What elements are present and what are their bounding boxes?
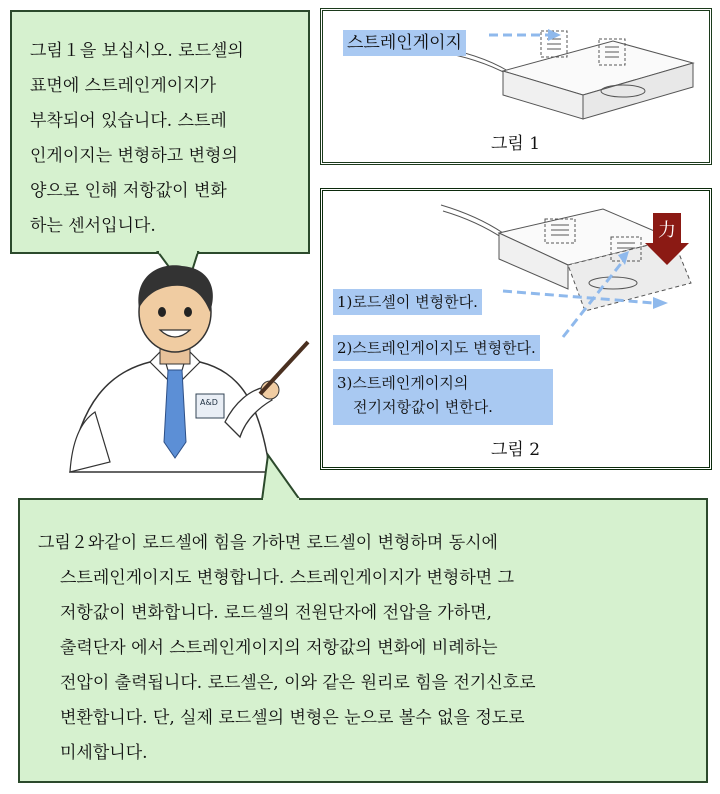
figure-2-label: 그림 2 — [491, 440, 541, 460]
step-3-line-2: 전기저항값이 변한다. — [353, 398, 493, 416]
strain-gauge-callout: 스트레인게이지 — [343, 30, 466, 56]
force-glyph: 力 — [658, 220, 676, 241]
speech-line: 부착되어 있습니다. 스트레 — [30, 111, 227, 131]
speech-line: 그림１을 보십시오. 로드셀의 — [30, 41, 244, 61]
speech-line: 양으로 인해 저항값이 변화 — [30, 181, 227, 201]
step-2-caption: 2)스트레인게이지도 변형한다. — [333, 335, 540, 361]
presenter-badge: A&D — [200, 398, 218, 407]
explanation-line: 미세합니다. — [60, 743, 148, 763]
explanation-line: 스트레인게이지도 변형합니다. 스트레인게이지가 변형하면 그 — [60, 568, 514, 588]
speech-line: 표면에 스트레인게이지가 — [30, 76, 217, 96]
speech-line: 인게이지는 변형하고 변형의 — [30, 146, 238, 166]
explanation-line: 그림２와같이 로드셀에 힘을 가하면 로드셀이 변형하며 동시에 — [38, 533, 498, 553]
step-1-caption: 1)로드셀이 변형한다. — [333, 289, 482, 315]
speech-line: 하는 센서입니다. — [30, 216, 156, 236]
explanation-line: 전압이 출력됩니다. 로드셀은, 이와 같은 원리로 힘을 전기신호로 — [60, 673, 536, 693]
explanation-line: 변환합니다. 단, 실제 로드셀의 변형은 눈으로 볼수 없을 정도로 — [60, 708, 525, 728]
step-3-line-1: 3)스트레인게이지의 — [337, 374, 469, 392]
figure-1-label: 그림 1 — [491, 134, 541, 154]
explanation-line: 저항값이 변화합니다. 로드셀의 전원단자에 전압을 가하면, — [60, 603, 492, 623]
explanation-line: 출력단자 에서 스트레인게이지의 저항값의 변화에 비례하는 — [60, 638, 498, 658]
